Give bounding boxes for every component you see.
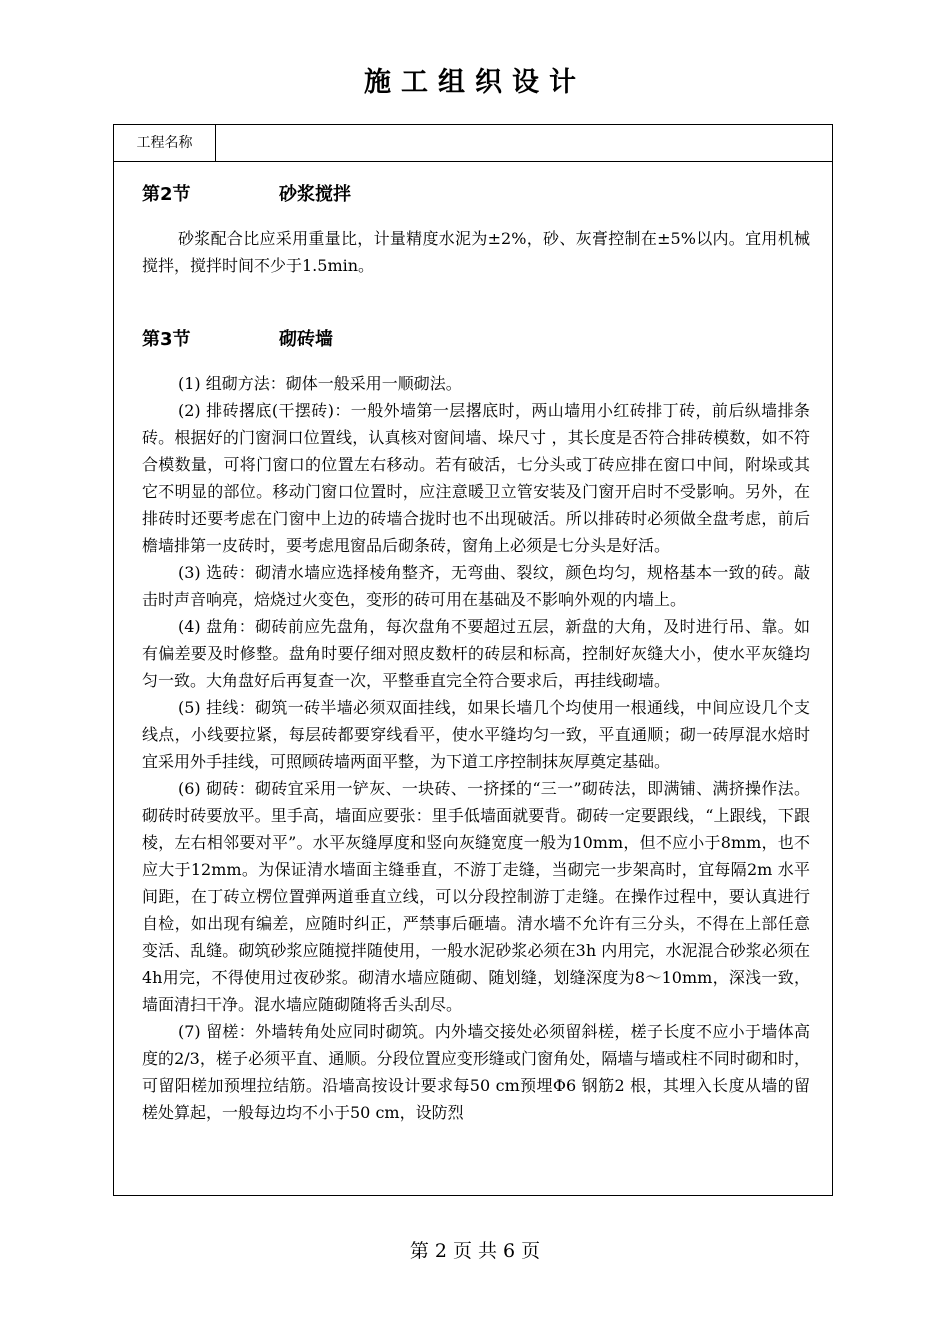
document-frame xyxy=(113,124,833,1196)
section-number: 第2节 xyxy=(142,184,191,205)
page-number: 第 2 页 共 6 页 xyxy=(409,1240,541,1262)
project-name-label: 工程名称 xyxy=(114,125,216,161)
paragraph: (3) 选砖：砌清水墙应选择棱角整齐，无弯曲、裂纹，颜色均匀，规格基本一致的砖。敲击时声音响亮，焙烧过火变色，变形的砖可用在基础及不影响外观的内墙上。 xyxy=(142,563,810,609)
paragraph: (5) 挂线：砌筑一砖半墙必须双面挂线，如果长墙几个均使用一根通线，中间应设几个支线点，小线要拉紧，每层砖都要穿线看平，使水平缝均匀一致，平直通顺；砌一砖厚混水焙时宜采用外手挂线，可照顾砖墙两面平整，为下道工序控制抹灰厚奠定基础。 xyxy=(142,698,810,771)
document-body xyxy=(142,161,810,1126)
paragraph: (7) 留槎：外墙转角处应同时砌筑。内外墙交接处必须留斜槎，槎子长度不应小于墙体高度的2/3，槎子必须平直、通顺。分段位置应变形缝或门窗角处，隔墙与墙或柱不同时砌和时，可留阳槎加预埋拉结筋。沿墙高按设计要求每50 cm预埋Φ6 钢筋2 根，其埋入长度从墙的留槎处算起，一般每边均不小于50 cm，设防烈 xyxy=(142,1022,810,1122)
section-title: 砌砖墙 xyxy=(279,329,333,350)
section-heading xyxy=(142,181,810,208)
section-heading xyxy=(142,326,810,353)
paragraph: 砂浆配合比应采用重量比，计量精度水泥为±2%，砂、灰膏控制在±5%以内。宜用机械搅拌，搅拌时间不少于1.5min。 xyxy=(142,229,810,275)
paragraph: (2) 排砖撂底(干摆砖)：一般外墙第一层撂底时，两山墙用小红砖排丁砖，前后纵墙排条砖。根据好的门窗洞口位置线，认真核对窗间墙、垛尺寸 ，其长度是否符合排砖模数，如不符合模数量，可将门窗口的位置左右移动。若有破活，七分头或丁砖应排在窗口中间，附垛或其它不明显的部位。移动门窗口位置时，应注意暖卫立管安装及门窗开启时不受影响。另外，在排砖时还要考虑在门窗中上边的砖墙合拢时也不出现破活。所以排砖时必须做全盘考虑，前后檐墙排第一皮砖时，要考虑甩窗品后砌条砖，窗角上必须是七分头是好活。 xyxy=(142,401,810,555)
header-row xyxy=(114,125,832,162)
section-number: 第3节 xyxy=(142,329,191,350)
project-name-value xyxy=(216,125,834,161)
section-title: 砂浆搅拌 xyxy=(279,184,351,205)
paragraph: (1) 组砌方法：砌体一般采用一顺砌法。 xyxy=(178,374,462,393)
paragraph: (6) 砌砖：砌砖宜采用一铲灰、一块砖、一挤揉的“三一”砌砖法，即满铺、满挤操作法。砌砖时砖要放平。里手高，墙面应要张：里手低墙面就要背。砌砖一定要跟线，“上跟线，下跟棱，左右相邻要对平”。水平灰缝厚度和竖向灰缝宽度一般为10mm，但不应小于8mm，也不应大于12mm。为保证清水墙面主缝垂直，不游丁走缝，当砌完一步架高时，宜每隔2m 水平间距，在丁砖立楞位置弹两道垂直立线，可以分段控制游丁走缝。在操作过程中，要认真进行自检，如出现有编差，应随时纠正，严禁事后砸墙。清水墙不允许有三分头，不得在上部任意变活、乱缝。砌筑砂浆应随搅拌随使用，一般水泥砂浆必须在3h 内用完，水泥混合砂浆必须在4h用完，不得使用过夜砂浆。砌清水墙应随砌、随划缝，划缝深度为8～10mm，深浅一致，墙面清扫干净。混水墙应随砌随将舌头刮尽。 xyxy=(142,779,810,1014)
document-title: 施工组织设计 xyxy=(364,67,586,98)
paragraph: (4) 盘角：砌砖前应先盘角，每次盘角不要超过五层，新盘的大角，及时进行吊、靠。如有偏差要及时修整。盘角时要仔细对照皮数杆的砖层和标高，控制好灰缝大小，使水平灰缝均匀一致。大角盘好后再复查一次，平整垂直完全符合要求后，再挂线砌墙。 xyxy=(142,617,810,690)
